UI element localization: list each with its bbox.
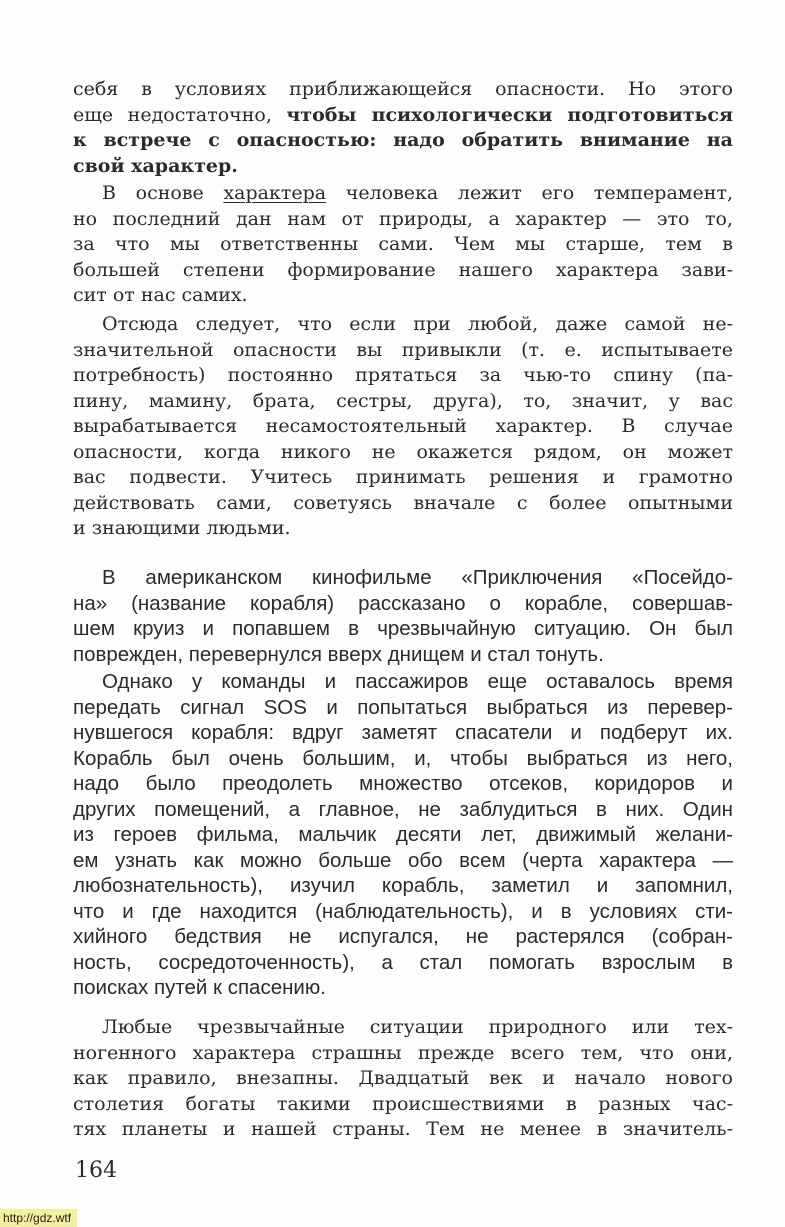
watermark-link[interactable]: http://gdz.wtf xyxy=(0,1209,77,1227)
bold-text-line: к встрече с опасностью: надо обратить внимание на xyxy=(73,129,733,151)
text-line: потребность) постоянно прятаться за чью-то спину (па- xyxy=(73,364,733,386)
text-line: В американском кинофильме «Приключения «Посейдо- xyxy=(102,566,733,589)
film-example xyxy=(73,565,733,1001)
text-line: и знающими людьми. xyxy=(73,517,291,539)
example-paragraph-1 xyxy=(73,565,733,667)
text-line: большей степени формирование нашего характера зави- xyxy=(73,258,733,281)
text-run: В основе xyxy=(102,182,224,204)
text-line: тях планеты и нашей страны. Тем не менее в значитель- xyxy=(73,1118,733,1140)
text-line: Корабль был очень большим, и, чтобы выбраться из него, xyxy=(73,746,733,770)
text-line: Однако у команды и пассажиров еще оставалось время xyxy=(102,670,733,693)
text-line: хийного бедствия не испугался, не растерялся (собран- xyxy=(73,925,733,948)
text-line: вырабатывается несамостоятельный характер. В случае xyxy=(73,415,733,437)
paragraph-character xyxy=(73,181,733,309)
text-run: человека лежит его темперамент, xyxy=(326,182,734,204)
text-line: Отсюда следует, что если при любой, даже самой не- xyxy=(102,313,733,335)
text-line: за что мы ответственны сами. Чем мы старше, тем в xyxy=(73,233,733,255)
text-line: поисках путей к спасению. xyxy=(73,976,326,999)
underlined-term: характера xyxy=(223,182,327,204)
text-line: любознательность), изучил корабль, заметил и запомнил, xyxy=(73,874,733,897)
text-line xyxy=(73,103,733,129)
text-line: нувшегося корабля: вдруг заметят спасатели и подберут их. xyxy=(73,721,733,744)
page-number: 164 xyxy=(75,1158,117,1183)
text-line xyxy=(73,181,733,207)
paragraph-consequence xyxy=(73,312,733,542)
text-line: что и где находится (наблюдательность), и в условиях сти- xyxy=(73,899,733,923)
text-line: столетия богаты такими происшествиями в разных час- xyxy=(73,1092,733,1115)
text-line: опасности, когда никого не окажется рядом, он может xyxy=(73,440,733,463)
text-line: надо было преодолеть множество отсеков, коридоров и xyxy=(73,772,733,795)
text-line: действовать сами, советуясь вначале с более опытными xyxy=(73,491,733,514)
text-line: передать сигнал SOS и попытаться выбраться из перевер- xyxy=(73,695,733,719)
bold-text: чтобы психологически подготовиться xyxy=(286,103,733,126)
text-run: еще недостаточно, xyxy=(73,103,287,126)
text-line: поврежден, перевернулся вверх днищем и стал тонуть. xyxy=(73,642,604,666)
text-line: ность, сосредоточенность), а стал помогать взрослым в xyxy=(73,950,733,974)
text-line: значительной опасности вы привыкли (т. е. испытываете xyxy=(73,338,733,361)
text-line: ногенного характера страшны прежде всего тем, что они, xyxy=(73,1041,733,1064)
text-line: шем круиз и попавшем в чрезвычайную ситуацию. Он был xyxy=(73,617,733,640)
text-line: но последний дан нам от природы, а характер — это то, xyxy=(73,207,733,230)
text-line: из героев фильма, мальчик десяти лет, движимый желани- xyxy=(73,823,733,846)
text-line: Любые чрезвычайные ситуации природного или тех- xyxy=(102,1016,733,1038)
text-line: себя в условиях приближающейся опасности. Но этого xyxy=(73,78,733,100)
text-line: других помещений, а главное, не заблудиться в них. Один xyxy=(73,797,733,821)
text-line: ем узнать как можно больше обо всем (черта характера — xyxy=(73,848,733,872)
example-paragraph-2 xyxy=(73,669,733,1001)
paragraph-continuation xyxy=(73,77,733,179)
text-line: сит от нас самих. xyxy=(73,284,248,306)
text-line: вас подвести. Учитесь принимать решения и грамотно xyxy=(73,466,733,488)
text-line: пину, мамину, брата, сестры, друга), то, значит, у вас xyxy=(73,389,733,412)
paragraph-emergencies xyxy=(73,1015,733,1143)
text-line: на» (название корабля) рассказано о корабле, совершав- xyxy=(73,591,733,615)
bold-text-line: свой характер. xyxy=(73,154,238,177)
text-line: как правило, внезапны. Двадцатый век и начало нового xyxy=(73,1067,733,1089)
